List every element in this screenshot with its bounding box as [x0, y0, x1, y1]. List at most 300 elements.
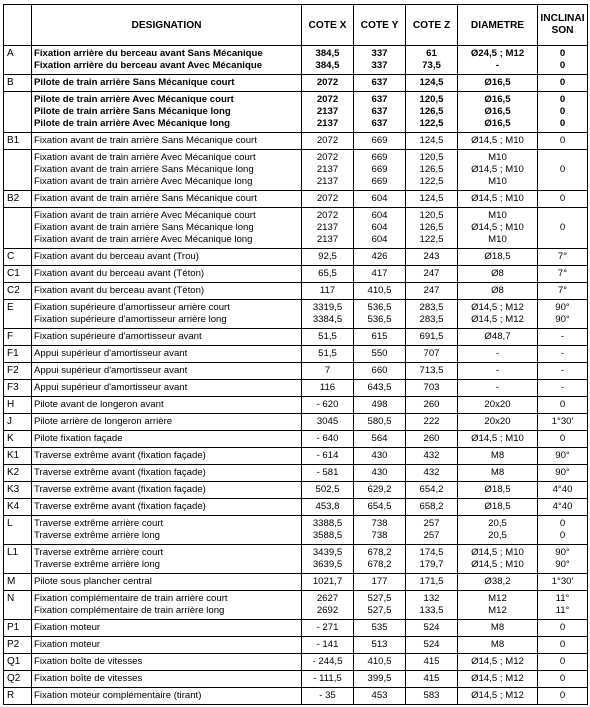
diametre-value: Ø18,5 — [484, 501, 511, 512]
inclinaison-value: 90° — [555, 314, 570, 325]
table-row — [4, 266, 588, 283]
cote-x-value: 2137 — [316, 222, 339, 233]
cote-z-value: 257 — [423, 518, 440, 529]
cote-x-value: 2072 — [316, 135, 339, 146]
cote-y-value: 498 — [371, 399, 388, 410]
inclinaison-value: 0 — [559, 622, 566, 633]
cote-z-value: 257 — [423, 530, 440, 541]
diametre-value: Ø8 — [491, 268, 504, 279]
cote-x-value: 7 — [324, 365, 331, 376]
designation-value: Pilote de train arrière Avec Mécanique court — [34, 94, 234, 105]
cell-inclinaison — [538, 545, 588, 574]
cell-ref: E — [4, 300, 32, 329]
header-diametre: DIAMETRE — [458, 5, 538, 46]
header-cote-z: COTE Z — [406, 5, 458, 46]
diametre-value: M8 — [490, 450, 505, 461]
inclinaison-value: 0 — [559, 77, 566, 88]
table-row — [4, 671, 588, 688]
cell-inclinaison — [538, 591, 588, 620]
cote-y-value: 536,5 — [367, 302, 392, 313]
table-row — [4, 516, 588, 545]
inclinaison-value: 0 — [559, 530, 566, 541]
diametre-value: Ø16,5 — [484, 77, 511, 88]
cell-cote-y — [354, 300, 406, 329]
cell-designation — [32, 620, 302, 637]
cote-y-value: 337 — [371, 60, 388, 71]
table-row — [4, 46, 588, 75]
cell-ref: L — [4, 516, 32, 545]
cell-cote-z — [406, 266, 458, 283]
designation-value: Traverse extrême arrière long — [34, 530, 161, 541]
inclinaison-value: - — [560, 382, 565, 393]
designation-value: Fixation avant du berceau avant (Téton) — [34, 268, 205, 279]
table-row — [4, 431, 588, 448]
cell-designation — [32, 397, 302, 414]
cell-designation — [32, 150, 302, 191]
cell-inclinaison — [538, 92, 588, 133]
cell-inclinaison — [538, 300, 588, 329]
cote-x-value: - 271 — [316, 622, 339, 633]
cote-z-value: 247 — [423, 268, 440, 279]
inclinaison-value: 0 — [559, 135, 566, 146]
cell-cote-x — [302, 46, 354, 75]
diametre-value: M10 — [488, 152, 507, 163]
cell-diametre — [458, 574, 538, 591]
cell-inclinaison — [538, 465, 588, 482]
cell-cote-y — [354, 150, 406, 191]
designation-value: Fixation avant de train arrière Avec Mécanique long — [34, 176, 253, 187]
cell-ref: C1 — [4, 266, 32, 283]
cell-ref: Q2 — [4, 671, 32, 688]
inclinaison-value: 0 — [559, 656, 566, 667]
cell-cote-z — [406, 329, 458, 346]
cell-cote-y — [354, 671, 406, 688]
diametre-value: - — [495, 365, 500, 376]
designation-value: Traverse extrême avant (fixation façade) — [34, 450, 206, 461]
cell-cote-y — [354, 414, 406, 431]
table-row — [4, 397, 588, 414]
inclinaison-value: 0 — [559, 48, 566, 59]
diametre-value: Ø14,5 ; M12 — [471, 656, 524, 667]
cell-designation — [32, 75, 302, 92]
cell-diametre — [458, 133, 538, 150]
cell-cote-x — [302, 671, 354, 688]
cote-x-value: 384,5 — [315, 48, 340, 59]
designation-value: Fixation boîte de vitesses — [34, 656, 143, 667]
cote-y-value: 738 — [371, 518, 388, 529]
table-row — [4, 208, 588, 249]
cote-z-value: 415 — [423, 656, 440, 667]
designation-value: Fixation moteur — [34, 622, 101, 633]
cell-cote-y — [354, 266, 406, 283]
table-row — [4, 133, 588, 150]
inclinaison-value: 4°40 — [552, 484, 573, 495]
cote-y-value: 738 — [371, 530, 388, 541]
cote-x-value: 3439,5 — [312, 547, 343, 558]
designation-value: Fixation supérieure d'amortisseur avant — [34, 331, 202, 342]
diametre-value: M8 — [490, 467, 505, 478]
header-cote-x: COTE X — [302, 5, 354, 46]
cote-z-value: 222 — [423, 416, 440, 427]
table-row — [4, 300, 588, 329]
cote-z-value: 654,2 — [419, 484, 444, 495]
cell-cote-y — [354, 499, 406, 516]
diametre-value: Ø8 — [491, 285, 504, 296]
cell-inclinaison — [538, 380, 588, 397]
cell-cote-x — [302, 283, 354, 300]
cell-ref: K — [4, 431, 32, 448]
cote-z-value: 247 — [423, 285, 440, 296]
diametre-value: Ø14,5 ; M12 — [471, 302, 524, 313]
cell-cote-x — [302, 191, 354, 208]
inclinaison-value: 4°40 — [552, 501, 573, 512]
cote-x-value: 117 — [319, 285, 336, 296]
cote-y-value: 654,5 — [367, 501, 392, 512]
table-row — [4, 465, 588, 482]
cote-y-value: 430 — [371, 467, 388, 478]
designation-value: Traverse extrême avant (fixation façade) — [34, 467, 206, 478]
cell-cote-z — [406, 637, 458, 654]
cell-diametre — [458, 499, 538, 516]
cote-z-value: 174,5 — [419, 547, 444, 558]
cote-x-value: 2137 — [316, 118, 339, 129]
cell-cote-y — [354, 75, 406, 92]
cote-z-value: 122,5 — [419, 234, 444, 245]
cote-y-value: 337 — [371, 48, 388, 59]
designation-value: Appui supérieur d'amortisseur avant — [34, 382, 188, 393]
cell-diametre — [458, 465, 538, 482]
inclinaison-value: 0 — [559, 193, 566, 204]
cell-diametre — [458, 266, 538, 283]
cell-inclinaison — [538, 431, 588, 448]
cell-inclinaison — [538, 482, 588, 499]
cote-x-value: 384,5 — [315, 60, 340, 71]
cell-designation — [32, 300, 302, 329]
cell-ref — [4, 92, 32, 133]
cell-diametre — [458, 397, 538, 414]
cote-x-value: - 244,5 — [312, 656, 343, 667]
cell-cote-z — [406, 46, 458, 75]
designation-value: Pilote de train arrière Sans Mécanique long — [34, 106, 231, 117]
cell-cote-x — [302, 380, 354, 397]
cell-cote-x — [302, 637, 354, 654]
cell-designation — [32, 637, 302, 654]
designation-value: Pilote de train arrière Avec Mécanique long — [34, 118, 231, 129]
cell-cote-x — [302, 688, 354, 705]
cote-x-value: 1021,7 — [312, 576, 343, 587]
cell-diametre — [458, 448, 538, 465]
cell-designation — [32, 208, 302, 249]
cell-cote-z — [406, 191, 458, 208]
cote-y-value: 660 — [371, 365, 388, 376]
cell-cote-z — [406, 150, 458, 191]
diametre-value: M12 — [488, 605, 507, 616]
cote-y-value: 604 — [371, 210, 388, 221]
table-row — [4, 380, 588, 397]
cell-cote-z — [406, 620, 458, 637]
cote-z-value: 179,7 — [419, 559, 444, 570]
cell-ref: C — [4, 249, 32, 266]
cell-designation — [32, 283, 302, 300]
cell-cote-y — [354, 380, 406, 397]
table-row — [4, 283, 588, 300]
cote-z-value: 126,5 — [419, 222, 444, 233]
cell-cote-z — [406, 545, 458, 574]
cote-x-value: - 581 — [316, 467, 339, 478]
diametre-value: - — [495, 382, 500, 393]
cote-x-value: 502,5 — [315, 484, 340, 495]
cell-inclinaison — [538, 329, 588, 346]
cell-designation — [32, 414, 302, 431]
inclinaison-value: 7° — [557, 268, 568, 279]
cell-cote-y — [354, 191, 406, 208]
cell-cote-z — [406, 671, 458, 688]
cote-y-value: 669 — [371, 164, 388, 175]
table-row — [4, 654, 588, 671]
designation-value: Traverse extrême arrière court — [34, 518, 164, 529]
cell-diametre — [458, 75, 538, 92]
cote-y-value: 399,5 — [367, 673, 392, 684]
table-row — [4, 414, 588, 431]
cell-cote-x — [302, 249, 354, 266]
cell-cote-y — [354, 637, 406, 654]
cote-x-value: 2072 — [316, 193, 339, 204]
inclinaison-value: 0 — [559, 690, 566, 701]
cell-cote-x — [302, 329, 354, 346]
cell-cote-y — [354, 620, 406, 637]
designation-value: Fixation avant de train arrière Sans Mécanique court — [34, 193, 257, 204]
cell-cote-x — [302, 150, 354, 191]
cell-cote-z — [406, 499, 458, 516]
cote-z-value: 120,5 — [419, 210, 444, 221]
cell-designation — [32, 448, 302, 465]
cell-ref: M — [4, 574, 32, 591]
cote-z-value: 126,5 — [419, 106, 444, 117]
table-row — [4, 75, 588, 92]
designation-value: Fixation moteur — [34, 639, 101, 650]
cell-diametre — [458, 516, 538, 545]
inclinaison-value: 90° — [555, 559, 570, 570]
table-row — [4, 620, 588, 637]
cell-cote-z — [406, 133, 458, 150]
cote-x-value: 51,5 — [318, 331, 337, 342]
cell-diametre — [458, 46, 538, 75]
table-row — [4, 688, 588, 705]
cell-diametre — [458, 363, 538, 380]
inclinaison-value: - — [560, 365, 565, 376]
cell-cote-y — [354, 346, 406, 363]
cote-y-value: 527,5 — [367, 605, 392, 616]
cell-ref — [4, 208, 32, 249]
cell-inclinaison — [538, 249, 588, 266]
cell-cote-x — [302, 482, 354, 499]
cell-diametre — [458, 346, 538, 363]
cell-inclinaison — [538, 637, 588, 654]
inclinaison-value: 90° — [555, 302, 570, 313]
inclinaison-value: 0 — [559, 399, 566, 410]
cell-diametre — [458, 414, 538, 431]
cote-y-value: 678,2 — [367, 547, 392, 558]
cell-inclinaison — [538, 46, 588, 75]
cote-x-value: 2137 — [316, 234, 339, 245]
cell-cote-y — [354, 329, 406, 346]
cell-cote-z — [406, 300, 458, 329]
cell-cote-x — [302, 591, 354, 620]
cell-cote-y — [354, 591, 406, 620]
inclinaison-value: 90° — [555, 547, 570, 558]
cell-cote-y — [354, 208, 406, 249]
cote-z-value: 122,5 — [419, 118, 444, 129]
designation-value: Traverse extrême arrière court — [34, 547, 164, 558]
diametre-value: Ø38,2 — [484, 576, 511, 587]
inclinaison-value: 90° — [555, 450, 570, 461]
diametre-value: Ø14,5 ; M12 — [471, 690, 524, 701]
designation-value: Traverse extrême avant (fixation façade) — [34, 484, 206, 495]
cell-inclinaison — [538, 516, 588, 545]
cell-cote-z — [406, 75, 458, 92]
cell-designation — [32, 465, 302, 482]
designation-value: Appui supérieur d'amortisseur avant — [34, 348, 188, 359]
cell-cote-x — [302, 346, 354, 363]
cell-designation — [32, 329, 302, 346]
cell-designation — [32, 363, 302, 380]
cote-y-value: 417 — [371, 268, 388, 279]
diametre-value: Ø18,5 — [484, 251, 511, 262]
cote-y-value: 513 — [371, 639, 388, 650]
table-row — [4, 574, 588, 591]
cell-designation — [32, 482, 302, 499]
cell-designation — [32, 133, 302, 150]
cell-inclinaison — [538, 75, 588, 92]
cell-designation — [32, 249, 302, 266]
cell-designation — [32, 431, 302, 448]
diametre-value: Ø14,5 ; M10 — [471, 222, 524, 233]
cote-y-value: 629,2 — [367, 484, 392, 495]
designation-value: Pilote sous plancher central — [34, 576, 152, 587]
designation-value: Fixation avant de train arrière Avec Mécanique court — [34, 210, 256, 221]
points-table — [3, 4, 588, 705]
cote-x-value: - 111,5 — [313, 673, 342, 684]
cote-x-value: 2692 — [316, 605, 339, 616]
cell-cote-y — [354, 688, 406, 705]
inclinaison-value: 0 — [559, 94, 566, 105]
table-row — [4, 150, 588, 191]
cote-y-value: 453 — [371, 690, 388, 701]
cote-z-value: 524 — [423, 639, 440, 650]
designation-value: Pilote avant de longeron avant — [34, 399, 164, 410]
cell-cote-x — [302, 266, 354, 283]
cell-designation — [32, 191, 302, 208]
cell-cote-x — [302, 654, 354, 671]
header-designation: DESIGNATION — [32, 5, 302, 46]
cell-cote-x — [302, 620, 354, 637]
cote-x-value: 453,8 — [315, 501, 340, 512]
diametre-value: - — [495, 348, 500, 359]
cell-cote-x — [302, 574, 354, 591]
inclinaison-value — [540, 176, 585, 188]
cell-inclinaison — [538, 688, 588, 705]
cote-x-value: 2137 — [316, 106, 339, 117]
cell-designation — [32, 671, 302, 688]
header-inclinaison: INCLINAI SON — [538, 5, 588, 46]
cell-inclinaison — [538, 671, 588, 688]
cell-diametre — [458, 620, 538, 637]
cote-y-value: 669 — [371, 152, 388, 163]
diametre-value: M10 — [488, 234, 507, 245]
cell-cote-y — [354, 249, 406, 266]
cote-z-value: 583 — [423, 690, 440, 701]
cell-cote-y — [354, 574, 406, 591]
cell-cote-x — [302, 300, 354, 329]
inclinaison-value: 0 — [559, 433, 566, 444]
cell-diametre — [458, 591, 538, 620]
cell-cote-x — [302, 363, 354, 380]
cell-cote-y — [354, 545, 406, 574]
cote-z-value: 73,5 — [422, 60, 441, 71]
cell-cote-z — [406, 414, 458, 431]
diametre-value: Ø18,5 — [484, 484, 511, 495]
inclinaison-value: 0 — [559, 222, 566, 233]
table-row — [4, 363, 588, 380]
diametre-value: M12 — [488, 593, 507, 604]
header-cote-y: COTE Y — [354, 5, 406, 46]
cote-y-value: 604 — [371, 234, 388, 245]
cote-y-value: 604 — [371, 193, 388, 204]
cell-cote-y — [354, 133, 406, 150]
designation-value: Fixation avant de train arrière Sans Mécanique long — [34, 222, 254, 233]
designation-value: Fixation avant du berceau avant (Trou) — [34, 251, 199, 262]
diametre-value: Ø14,5 ; M12 — [471, 673, 524, 684]
designation-value: Fixation supérieure d'amortisseur arrière long — [34, 314, 227, 325]
inclinaison-value: - — [560, 331, 565, 342]
inclinaison-value: 7° — [557, 285, 568, 296]
cell-cote-z — [406, 482, 458, 499]
cote-z-value: 415 — [423, 673, 440, 684]
cell-designation — [32, 92, 302, 133]
cell-ref: Q1 — [4, 654, 32, 671]
designation-value: Fixation avant de train arrière Avec Mécanique long — [34, 234, 253, 245]
cote-z-value: 132 — [423, 593, 440, 604]
cote-y-value: 580,5 — [367, 416, 392, 427]
cote-x-value: - 35 — [319, 690, 336, 701]
diametre-value: Ø14,5 ; M10 — [471, 135, 524, 146]
diametre-value: Ø14,5 ; M10 — [471, 547, 524, 558]
cell-diametre — [458, 208, 538, 249]
cell-cote-y — [354, 516, 406, 545]
diametre-value: Ø14,5 ; M10 — [471, 433, 524, 444]
cote-y-value: 564 — [371, 433, 388, 444]
designation-value: Fixation supérieure d'amortisseur arrière court — [34, 302, 230, 313]
inclinaison-value: 0 — [559, 118, 566, 129]
cell-cote-z — [406, 688, 458, 705]
cell-ref: K1 — [4, 448, 32, 465]
cell-ref: K2 — [4, 465, 32, 482]
designation-value: Fixation arrière du berceau avant Sans Mécanique — [34, 48, 263, 59]
cote-y-value: 615 — [371, 331, 388, 342]
cote-y-value: 637 — [371, 77, 388, 88]
diametre-value: Ø16,5 — [484, 94, 511, 105]
cell-diametre — [458, 482, 538, 499]
cell-diametre — [458, 150, 538, 191]
table-body — [4, 46, 588, 705]
cell-cote-z — [406, 516, 458, 545]
cell-diametre — [458, 545, 538, 574]
cell-designation — [32, 499, 302, 516]
cote-x-value: 116 — [319, 382, 336, 393]
cell-cote-z — [406, 654, 458, 671]
diametre-value: 20x20 — [484, 416, 511, 427]
cell-cote-y — [354, 397, 406, 414]
